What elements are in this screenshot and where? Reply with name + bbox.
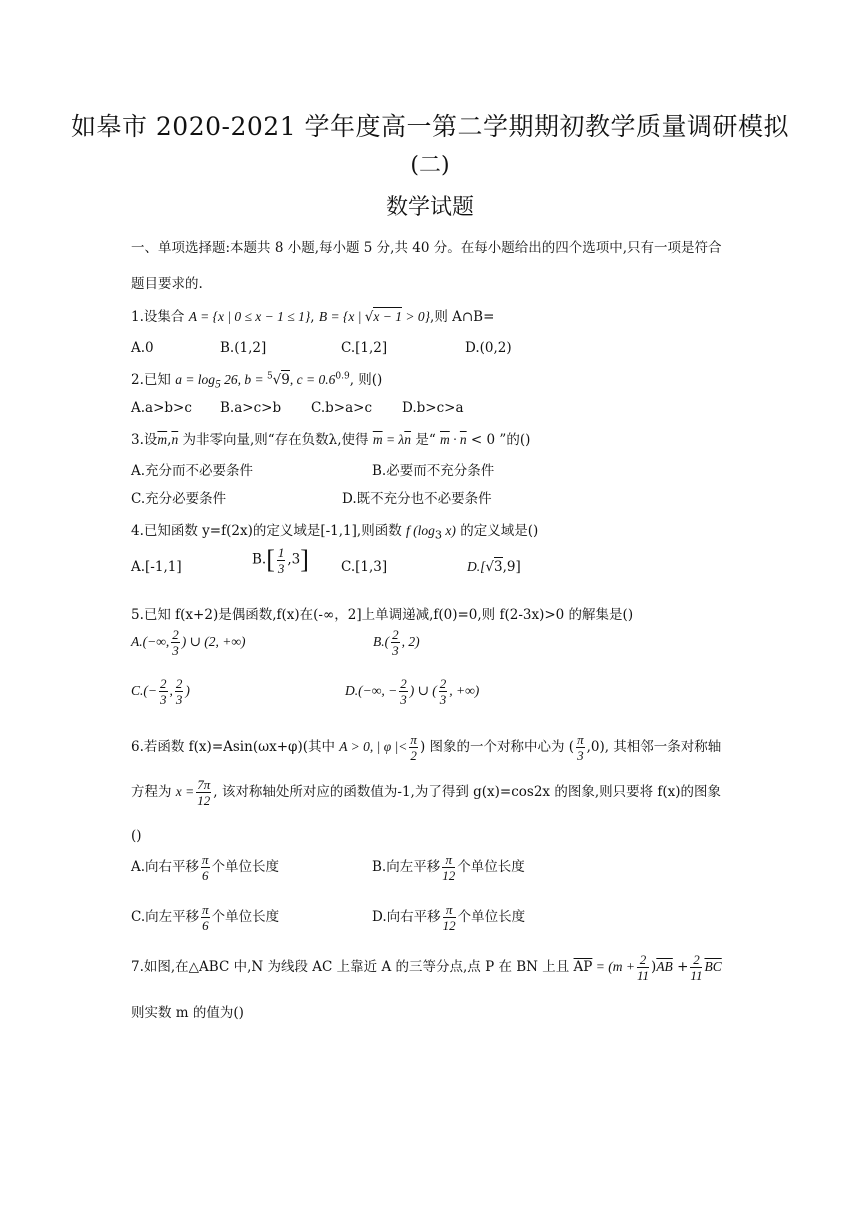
q2-expr: a = log (175, 372, 216, 387)
q5-option-b-pre: B.( (373, 634, 390, 649)
q7-vector-bc: $\overline{BC}$ (704, 959, 722, 974)
q5-option-b-num: 2 (392, 627, 399, 642)
q2-option-a: A.a>b>c (131, 400, 192, 416)
question-5: 5.已知 f(x+2)是偶函数,f(x)在(-∞，2]上单调递减,f(0)=0,则 f(2-3x)>0 的解集是() (131, 607, 634, 623)
q2-root-index: 5 (266, 371, 273, 382)
q3-dot-m: $\overline{m}$ (440, 432, 450, 447)
q6-option-b-pre: B.向左平移 (372, 859, 441, 875)
q7-den1: 11 (636, 968, 650, 983)
q6-l1-num: π (410, 732, 417, 747)
q4-option-b-num: 1 (277, 544, 285, 560)
question-6-line3: () (131, 828, 142, 844)
q5-option-b (373, 628, 420, 657)
q3-eq-m: $\overline{m}$ (372, 432, 383, 447)
q3-option-d: D.既不充分也不必要条件 (342, 491, 492, 507)
q3-mid: 为非零向量,则“存在负数λ,使得 (178, 432, 373, 448)
q1-option-a: A.0 (131, 340, 154, 356)
q5-option-d-num2: 2 (439, 676, 447, 691)
q6-option-c-den: 6 (202, 918, 209, 933)
q2-option-b: B.a>c>b (220, 400, 282, 416)
q2-c-exponent: 0.9 (335, 371, 350, 382)
q2-arg: 26, b = (220, 372, 267, 387)
q5-option-d-den2: 3 (439, 692, 447, 707)
q6-option-d-den: 12 (442, 918, 456, 933)
q3-vector-n: $\overline{n}$ (171, 432, 179, 447)
q7-den2: 11 (690, 968, 703, 983)
q6-l2-num: 7π (197, 777, 211, 792)
q6-option-b (372, 853, 525, 882)
q2-log-base: 5 (215, 378, 221, 391)
q1-suffix: ,则 A∩B= (430, 309, 495, 325)
q4-option-d: D.[√3,9] (467, 559, 521, 575)
q5-option-c-den1: 3 (160, 692, 167, 707)
q3-option-a: A.充分而不必要条件 (131, 463, 254, 479)
q5-option-d-pre: D.(−∞, − (345, 683, 398, 698)
q1-set-b-post: > 0} (402, 309, 431, 324)
question-2: 2.已知 $a = \log_5 26$, b = $^5$√9, $c = 0.6^{0.9}$, 则() (131, 371, 383, 391)
q6-option-c (131, 903, 279, 932)
q6-option-a-den: 6 (202, 868, 209, 883)
q6-l1-post: ,0), 其相邻一条对称轴 (586, 739, 722, 755)
q7-l1-pre: 7.如图,在△ABC 中,N 为线段 AC 上靠近 A 的三等分点,点 P 在 BN 上且 (131, 959, 574, 975)
q6-option-c-post: 个单位长度 (211, 909, 280, 925)
q6-option-d (372, 903, 525, 932)
q2-prefix: 2.已知 (131, 372, 171, 388)
q6-l1-pre: 6.若函数 f(x)=Asin(ωx+φ)(其中 (131, 739, 340, 755)
q4-text-pre: 4.已知函数 y=f(2x)的定义域是[-1,1],则函数 (131, 523, 406, 539)
q4-option-b: B.[ $\frac{1}{3}$ ,3] (252, 544, 309, 576)
q7-vector-ap: $\overline{AP}$ (573, 959, 593, 975)
q3-option-b: B.必要而不充分条件 (372, 463, 495, 479)
q7-plus: + (672, 959, 689, 975)
q2-c-part: , c = 0.6 (289, 372, 336, 387)
q6-option-b-num: π (442, 853, 455, 868)
q5-option-d-post: , +∞) (449, 683, 480, 698)
q2-option-d: D.b>c>a (402, 400, 464, 416)
q4-option-d-post: ,9] (502, 559, 521, 575)
q5-option-c (131, 677, 190, 706)
q3-dot-post: < 0 ”的() (466, 432, 531, 448)
q2-option-c: C.b>a>c (311, 400, 373, 416)
q6-option-a-pre: A.向右平移 (131, 859, 200, 875)
q6-l2-post: , 该对称轴处所对应的函数值为-1,为了得到 g(x)=cos2x 的图象,则只要将 f(x)的图象 (213, 784, 722, 800)
q1-set-b-pre: B = {x | (318, 309, 365, 324)
q5-option-a-den: 3 (172, 643, 179, 658)
q3-mid2: 是“ (411, 432, 441, 448)
q4-func-post: x) (442, 523, 456, 538)
q1-set-a: A = {x | 0 ≤ x − 1 ≤ 1} (188, 309, 311, 324)
q6-option-d-post: 个单位长度 (457, 909, 526, 925)
q4-option-d-pre: D.[ (467, 559, 486, 574)
q6-l2-pre: 方程为 (131, 784, 176, 800)
q3-vector-m: $\overline{m}$ (157, 432, 168, 447)
q5-option-b-den: 3 (392, 643, 399, 658)
q5-option-c-den2: 3 (175, 692, 183, 707)
q6-option-d-pre: D.向右平移 (372, 909, 441, 925)
q6-option-b-den: 12 (442, 868, 456, 883)
question-3 (131, 428, 530, 448)
question-6-line2 (131, 778, 721, 807)
q5-option-a-num: 2 (172, 627, 179, 642)
question-1: 1.设集合 A = {x | 0 ≤ x − 1 ≤ 1}, B = {x | √x − 1 > 0},则 A∩B= (131, 309, 495, 325)
q4-option-b-post: ,3 (287, 551, 301, 568)
q6-l1-mid: ) 图象的一个对称中心为 ( (419, 739, 575, 755)
q6-l1-den: 2 (410, 748, 417, 763)
q1-option-b: B.(1,2] (220, 340, 267, 356)
q4-text-post: 的定义域是() (455, 523, 539, 539)
q6-option-c-num: π (202, 902, 209, 917)
q6-l2-den: 12 (197, 793, 211, 808)
q5-option-a-post: ) ∪ (2, +∞) (181, 634, 246, 649)
q1-set-b-radicand: x − 1 (373, 309, 403, 324)
question-7-line2: 则实数 m 的值为() (131, 1005, 244, 1021)
q6-option-c-pre: C.向左平移 (131, 909, 200, 925)
q5-option-d-num1: 2 (400, 676, 407, 691)
q3-prefix: 3.设 (131, 432, 158, 448)
q6-l1-den2: 3 (577, 748, 584, 763)
q7-num2: 2 (690, 953, 702, 968)
q5-option-a (131, 628, 246, 657)
q1-prefix: 1.设集合 (131, 309, 185, 325)
question-4 (131, 519, 538, 542)
q4-func-sub: 3 (434, 528, 443, 542)
q5-option-c-num2: 2 (175, 676, 183, 691)
q5-option-d-den1: 3 (400, 692, 407, 707)
q4-option-b-den: 3 (277, 560, 285, 576)
q1-option-c: C.[1,2] (341, 340, 388, 356)
q6-l2-x: x = (175, 784, 195, 799)
q3-comma: , (167, 432, 172, 448)
q5-option-d-mid: ) ∪ ( (409, 683, 437, 698)
q5-option-b-post: , 2) (401, 634, 420, 649)
q6-option-a (131, 853, 279, 882)
question-7-line1 (131, 953, 722, 982)
q3-dot-n: $\overline{n}$ (459, 432, 467, 447)
q7-vector-ab: $\overline{AB}$ (656, 959, 673, 974)
q1-sep: , (310, 309, 315, 325)
section-intro-line2: 题目要求的. (131, 276, 203, 292)
q5-option-c-post: ) (185, 683, 190, 698)
subject-title: 数学试题 (385, 195, 474, 220)
q5-option-c-mid: , (169, 683, 173, 698)
q6-option-d-num: π (443, 903, 456, 918)
q4-option-b-label: B. (252, 551, 267, 568)
page-title: 如皋市 2020-2021 学年度高一第二学期期初教学质量调研模拟 (70, 112, 790, 141)
q7-paren: ) (651, 959, 657, 975)
q4-option-a: A.[-1,1] (131, 559, 182, 575)
q3-eq-mid: = λ (382, 432, 405, 447)
q7-num1: 2 (637, 953, 649, 968)
q3-dot-mid: · (449, 432, 460, 447)
q6-l1-num2: π (577, 732, 584, 747)
q4-option-d-radicand: 3 (494, 559, 503, 575)
q4-func: f (log (406, 523, 435, 538)
q2-root-arg: 9 (281, 372, 290, 388)
page-title-part2: (二) (410, 153, 450, 178)
q6-option-a-post: 个单位长度 (211, 859, 280, 875)
q3-option-c: C.充分必要条件 (131, 491, 227, 507)
q3-eq-n: $\overline{n}$ (404, 432, 412, 447)
q6-option-a-num: π (202, 852, 209, 867)
question-6-line1 (131, 733, 721, 762)
q1-option-d: D.(0,2) (465, 340, 512, 356)
q5-option-c-pre: C.(− (131, 683, 157, 698)
q6-l1-cond: A > 0, | φ |< (339, 739, 408, 754)
q2-suffix: , 则() (349, 372, 383, 388)
q5-option-c-num1: 2 (160, 676, 167, 691)
q6-option-b-post: 个单位长度 (457, 859, 525, 875)
q4-option-c: C.[1,3] (341, 559, 388, 575)
section-intro-line1: 一、单项选择题:本题共 8 小题,每小题 5 分,共 40 分。在每小题给出的四个选项中,只有一项是符合 (131, 240, 722, 256)
q5-option-d (345, 677, 479, 706)
q7-eq: = (m + (592, 959, 635, 974)
q5-option-a-pre: A.(−∞, (131, 634, 170, 649)
